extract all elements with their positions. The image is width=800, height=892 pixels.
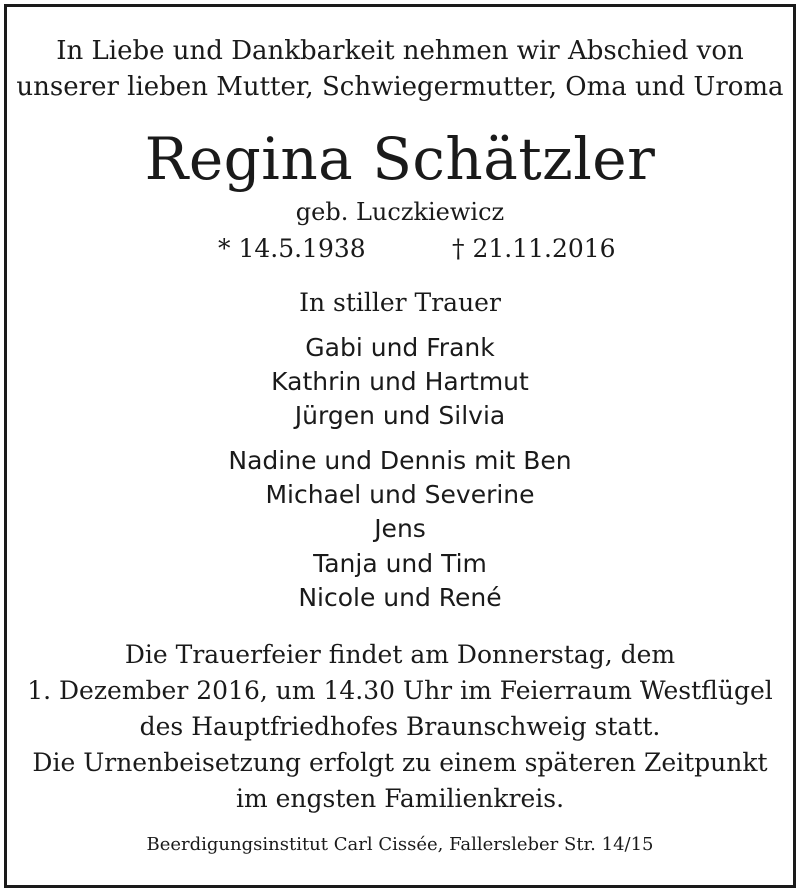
- family-member: Michael und Severine: [265, 480, 535, 509]
- life-dates: [0, 236, 800, 264]
- family-member: Nadine und Dennis mit Ben: [228, 446, 572, 475]
- deceased-name: Regina Schätzler: [144, 125, 656, 193]
- death-date: † 21.11.2016: [452, 234, 616, 263]
- undertaker-info: Beerdigungsinstitut Carl Cissée, Fallersleber Str. 14/15: [146, 834, 654, 855]
- family-member: Kathrin und Hartmut: [271, 367, 529, 396]
- service-line: Die Trauerfeier findet am Donnerstag, dem: [124, 640, 676, 669]
- service-line: des Hauptfriedhofes Braunschweig statt.: [139, 712, 661, 741]
- family-member: Tanja und Tim: [313, 549, 487, 578]
- mourning-label: In stiller Trauer: [299, 288, 501, 317]
- family-member: Gabi und Frank: [305, 333, 495, 362]
- service-line: 1. Dezember 2016, um 14.30 Uhr im Feierraum Westflügel: [27, 676, 773, 705]
- maiden-name: geb. Luczkiewicz: [295, 198, 505, 226]
- intro-line-1: In Liebe und Dankbarkeit nehmen wir Abschied von: [56, 36, 744, 66]
- intro-line-2: unserer lieben Mutter, Schwiegermutter, Oma und Uroma: [16, 72, 784, 102]
- family-member: Jürgen und Silvia: [294, 401, 506, 430]
- service-line: im engsten Familienkreis.: [235, 784, 565, 813]
- family-member: Jens: [374, 514, 426, 543]
- birth-date: * 14.5.1938: [218, 234, 366, 263]
- family-member: Nicole und René: [298, 583, 502, 612]
- service-line: Die Urnenbeisetzung erfolgt zu einem späteren Zeitpunkt: [32, 748, 768, 777]
